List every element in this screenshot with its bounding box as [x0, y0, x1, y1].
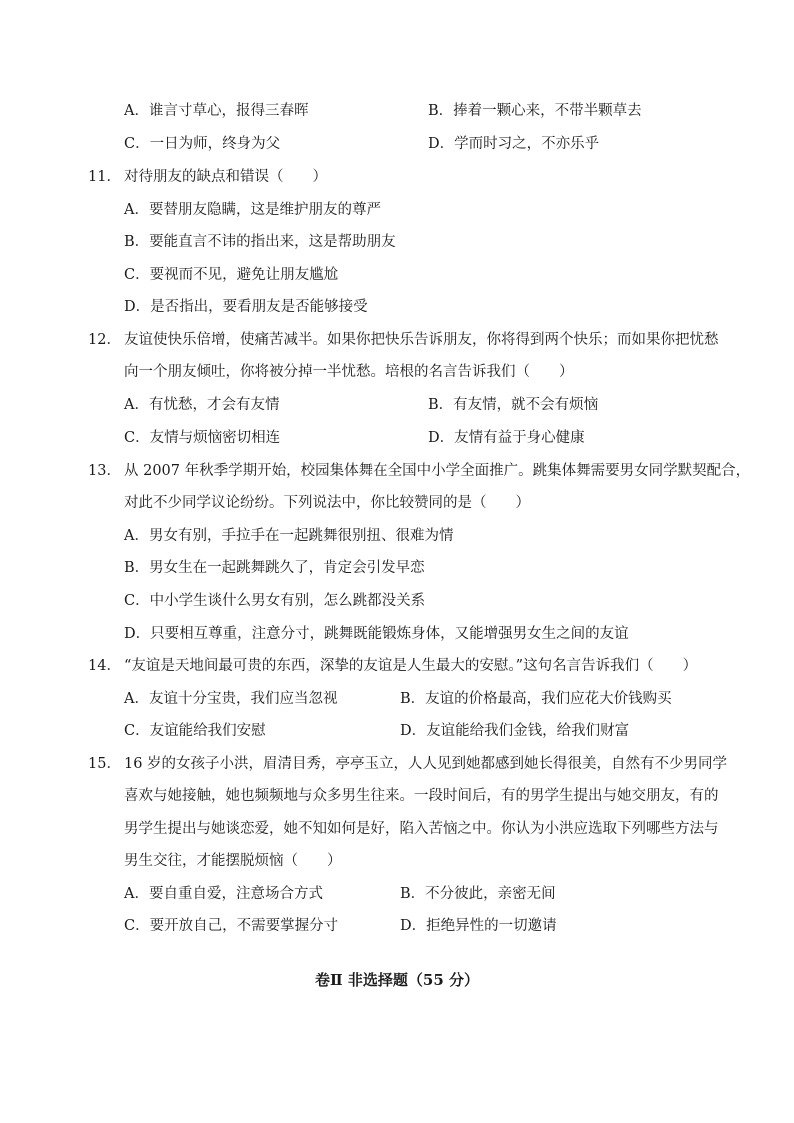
q14-option-a: A．友谊十分宝贵，我们应当忽视: [124, 691, 338, 707]
q14-option-d: D．友谊能给我们金钱，给我们财富: [400, 723, 630, 739]
q15-option-c: C．要开放自己，不需要掌握分寸: [124, 918, 339, 934]
q15-option-d: D．拒绝异性的一切邀请: [400, 918, 557, 934]
q12-option-d: D．友情有益于身心健康: [428, 430, 585, 446]
q15-option-b: B．不分彼此，亲密无间: [400, 886, 556, 902]
q13-stem-line-1: 从 2007 年秋季学期开始，校园集体舞在全国中小学全面推广。跳集体舞需要男女同学默契配合，: [124, 463, 751, 479]
q14-number: 14．: [88, 658, 121, 674]
q12-option-a: A．有忧愁，才会有友情: [124, 397, 280, 413]
q13-number: 13．: [88, 463, 121, 479]
q10-option-c: C．一日为师，终身为父: [124, 136, 281, 152]
q10-option-b: B．捧着一颗心来，不带半颗草去: [428, 103, 642, 119]
q14-option-c: C．友谊能给我们安慰: [124, 723, 266, 739]
q13-option-a: A．男女有别，手拉手在一起跳舞很别扭、很难为情: [124, 528, 454, 544]
q11-option-a: A．要替朋友隐瞒，这是维护朋友的尊严: [124, 202, 381, 218]
q12-stem-line-2: 向一个朋友倾吐，你将被分掉一半忧愁。培根的名言告诉我们（ ）: [124, 364, 574, 380]
q11-option-b: B．要能直言不讳的指出来，这是帮助朋友: [124, 234, 396, 250]
q12-stem-line-1: 友谊使快乐倍增，使痛苦减半。如果你把快乐告诉朋友，你将得到两个快乐；而如果你把忧愁: [124, 332, 719, 348]
q15-stem-line-4: 男生交往，才能摆脱烦恼（ ）: [124, 853, 342, 869]
q15-stem-line-2: 喜欢与她接触，她也频频地与众多男生往来。一段时间后，有的男学生提出与她交朋友，有的: [124, 788, 719, 804]
q12-option-b: B．有友情，就不会有烦恼: [428, 397, 599, 413]
q12-number: 12．: [88, 332, 121, 348]
q12-option-c: C．友情与烦恼密切相连: [124, 430, 281, 446]
q15-stem-line-1: 16 岁的女孩子小洪，眉清目秀，亭亭玉立，人人见到她都感到她长得很美，自然有不少男同学: [124, 756, 728, 772]
q11-option-c: C．要视而不见，避免让朋友尴尬: [124, 267, 339, 283]
q14-option-b: B．友谊的价格最高，我们应花大价钱购买: [400, 691, 672, 707]
q15-stem-line-3: 男学生提出与她谈恋爱，她不知如何是好，陷入苦恼之中。你认为小洪应选取下列哪些方法与: [124, 821, 719, 837]
q15-option-a: A．要自重自爱，注意场合方式: [124, 886, 323, 902]
q14-stem: “友谊是天地间最可贵的东西，深挚的友谊是人生最大的安慰。”这句名言告诉我们（ ）: [124, 658, 698, 674]
q15-number: 15．: [88, 756, 121, 772]
q13-stem-line-2: 对此不少同学议论纷纷。下列说法中，你比较赞同的是（ ）: [124, 495, 530, 511]
q10-option-d: D．学而时习之，不亦乐乎: [428, 136, 600, 152]
section-heading: 卷Ⅱ 非选择题（55 分）: [315, 971, 479, 989]
q11-stem: 对待朋友的缺点和错误（ ）: [124, 169, 327, 185]
q13-option-b: B．男女生在一起跳舞跳久了，肯定会引发早恋: [124, 560, 425, 576]
q11-number: 11．: [88, 169, 121, 185]
q13-option-c: C．中小学生谈什么男女有别，怎么跳都没关系: [124, 593, 426, 609]
q11-option-d: D．是否指出，要看朋友是否能够接受: [124, 299, 368, 315]
q10-option-a: A．谁言寸草心，报得三春晖: [124, 103, 309, 119]
q13-option-d: D．只要相互尊重，注意分寸，跳舞既能锻炼身体，又能增强男女生之间的友谊: [124, 626, 629, 642]
